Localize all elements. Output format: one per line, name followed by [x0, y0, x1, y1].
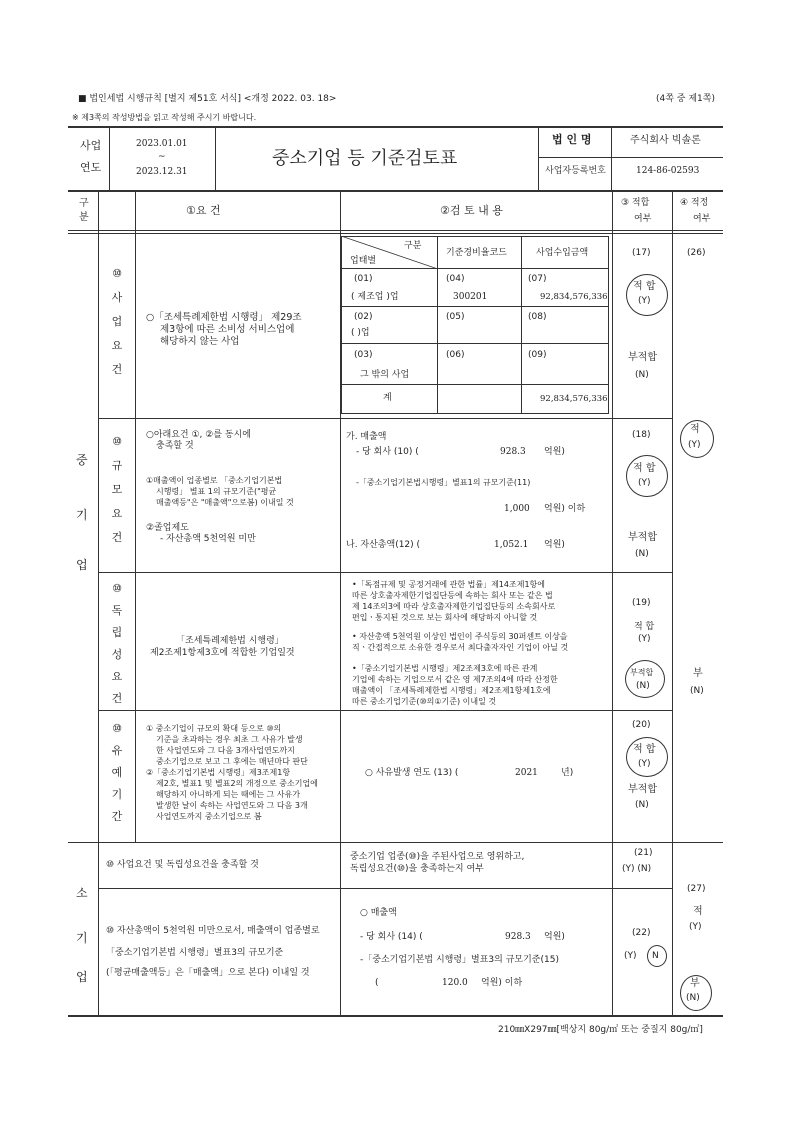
- cell-04-value: 300201: [453, 292, 488, 302]
- small2-fit-y: (Y): [624, 951, 637, 961]
- small2-fit-no: (22): [632, 928, 651, 938]
- row101-fit-y: (Y): [638, 296, 651, 306]
- row102-unfit-n: (N): [635, 549, 649, 559]
- row102-sales-unit: 억원): [544, 447, 565, 457]
- row102-fit-no: (18): [632, 430, 651, 440]
- year-label-1: 사업: [80, 139, 102, 152]
- cell-02-text: ( )업: [351, 328, 370, 338]
- row104-req-1: ① 중소기업이 규모의 확대 등으로 ⑩의: [146, 724, 282, 733]
- row104-req-3: 한 사업연도와 그 다음 3개사업연도까지: [156, 746, 295, 755]
- th-amount: 사업수입금액: [536, 248, 589, 258]
- section-so-2: 기: [76, 931, 88, 945]
- row102-req-b1: ①매출액이 업종별로 「중소기업기본법: [146, 476, 283, 485]
- row102-rev-1: 가. 매출액: [346, 432, 387, 442]
- col-fit4-2: 여부: [693, 214, 711, 224]
- row103-req-1: 「조세특례제한법 시행령」: [176, 636, 284, 646]
- th-biz: 업태별: [350, 256, 377, 266]
- cell-07: (07): [528, 274, 547, 284]
- row103-unfit: 부적합: [630, 668, 654, 677]
- row104-req-8: 발생한 날이 속하는 사업연도와 그 다음 3개: [156, 801, 308, 810]
- small1-fit-yn: (Y) (N): [622, 864, 652, 874]
- cell-08: (08): [528, 312, 547, 322]
- row104-label: ⑩ 유 예 기 간: [111, 722, 123, 823]
- col4-fit-y: (Y): [688, 440, 701, 450]
- col4-fit: 적: [690, 424, 700, 435]
- th-gubun: 구분: [404, 241, 422, 251]
- small2-threshold-unit: 억원) 이하: [481, 978, 523, 988]
- row103-b1-1: •「독점규제 및 공정거래에 관한 법률」제14조제1항에: [352, 580, 545, 589]
- row101-req-1: ○「조세특례제한법 시행령」 제29조: [146, 312, 302, 323]
- cell-05: (05): [446, 312, 465, 322]
- small2-fit-n: N: [652, 951, 659, 961]
- col4-small-fit-y: (Y): [689, 922, 702, 932]
- page-title: 중소기업 등 기준검토표: [272, 148, 458, 169]
- small2-rev-4: (: [375, 978, 379, 988]
- row103-b2-1: • 자산총액 5천억원 이상인 법인이 주식등의 30퍼센트 이상을: [352, 632, 568, 641]
- row104-year-unit: 년): [561, 768, 574, 778]
- row103-b1-2: 따른 상호출자제한기업집단등에 속하는 회사 또는 같은 법: [352, 591, 553, 600]
- row104-fit-no: (20): [632, 720, 651, 730]
- paper-spec: 210㎜X297㎜[백상지 80g/㎡ 또는 중질지 80g/㎡]: [498, 1025, 703, 1035]
- page-info: (4쪽 중 제1쪽): [656, 94, 715, 104]
- start-date: 2023.01.01: [136, 139, 188, 149]
- note: ※ 제3쪽의 작성방법을 읽고 작성해 주시기 바랍니다.: [72, 113, 257, 122]
- row104-req-5: ②「중소기업기본법 시행령」제3조제1항: [146, 768, 291, 777]
- col-req: ①요 건: [186, 204, 221, 217]
- row102-req-a1: ○아래요건 ①, ②를 동시에: [146, 430, 251, 440]
- end-date: 2023.12.31: [136, 167, 188, 177]
- row103-fit-y: (Y): [638, 634, 651, 644]
- row104-year: 2021: [515, 768, 538, 778]
- row103-fit-no: (19): [632, 598, 651, 608]
- corp-name-label: 법 인 명: [552, 133, 592, 146]
- row101-unfit: 부적합: [628, 352, 657, 363]
- row102-req-c1: ②졸업제도: [146, 523, 189, 533]
- col4-small-unfit-n: (N): [686, 993, 700, 1003]
- cell-02: (02): [354, 312, 373, 322]
- small2-threshold: 120.0: [442, 978, 468, 988]
- section-so-1: 소: [76, 886, 88, 900]
- col-gubun-2: 분: [79, 212, 89, 223]
- row102-assets-unit: 억원): [544, 540, 565, 550]
- col4-no-27: (27): [687, 884, 706, 894]
- row101-label: ⑩ 사 업 요 건: [111, 267, 123, 376]
- section-so-3: 업: [76, 970, 88, 984]
- cell-09: (09): [528, 350, 547, 360]
- cell-03-text: 그 밖의 사업: [360, 370, 410, 380]
- row102-rev-5: 나. 자산총액(12) (: [346, 540, 421, 550]
- small1-rev-2: 독립성요건(⑩)을 충족하는지 여부: [350, 864, 484, 874]
- row102-assets: 1,052.1: [494, 540, 529, 550]
- row102-fit-y: (Y): [638, 478, 651, 488]
- row104-req-7: 해당하지 아니하게 되는 때에는 그 사유가: [156, 790, 301, 799]
- row101-fit-no: (17): [632, 248, 651, 258]
- reg-no: 124-86-02593: [636, 166, 700, 176]
- cell-04: (04): [446, 274, 465, 284]
- row104-fit-circle: [626, 737, 668, 777]
- row102-unfit: 부적합: [628, 532, 657, 543]
- row103-unfit-circle: [625, 660, 665, 698]
- form-info: ■ 법인세법 시행규칙 [별지 제51호 서식] <개정 2022. 03. 18>: [78, 94, 337, 104]
- row104-req-6: 제2호, 별표1 및 별표2의 개정으로 중소기업에: [156, 779, 318, 788]
- year-label-2: 연도: [80, 161, 102, 174]
- small2-req-2: 「중소기업기본법 시행령」별표3의 규모기준: [106, 948, 284, 958]
- row103-fit: 적 합: [634, 622, 655, 632]
- row102-fit-circle: [626, 455, 668, 497]
- total-label: 계: [383, 393, 392, 403]
- reg-no-label: 사업자등록번호: [545, 166, 606, 176]
- row102-req-b3: 매출액등"은 "매출액"으로봄) 이내일 것: [156, 498, 294, 507]
- row103-req-2: 제2조제1항제3호에 적합한 기업일것: [150, 648, 295, 658]
- row102-threshold: 1,000: [504, 504, 530, 514]
- row102-label: ⑩ 규 모 요 건: [111, 435, 123, 544]
- cell-01-text: ( 제조업 )업: [351, 292, 399, 302]
- top-rule: [68, 126, 723, 128]
- col-fit3-2: 여부: [634, 214, 652, 224]
- total-value: 92,834,576,336: [540, 394, 608, 404]
- section-jung-2: 기: [76, 508, 88, 522]
- small1-req: ⑩ 사업요건 및 독립성요건을 충족할 것: [106, 860, 259, 870]
- row102-req-b2: 시행령」 별표 1의 규모기준("평균: [156, 487, 277, 496]
- small1-rev-1: 중소기업 업종(⑩)을 주된사업으로 영위하고,: [350, 852, 525, 862]
- row104-req-4: 중소기업으로 보고 그 후에는 매년마다 판단: [156, 757, 308, 766]
- small2-rev-3: -「중소기업기본법 시행령」별표3의 규모기준(15): [360, 955, 559, 965]
- col4-unfit-n: (N): [690, 686, 704, 696]
- corp-name: 주식회사 빅솔론: [630, 135, 701, 146]
- small2-req-3: (「평균매출액등」은「매출액」으로 본다) 이내일 것: [106, 968, 310, 978]
- small2-sales-unit: 억원): [544, 932, 565, 942]
- small2-sales: 928.3: [505, 932, 531, 942]
- col-fit4-1: ④ 적정: [680, 198, 709, 208]
- small2-rev-2: - 당 회사 (14) (: [360, 932, 423, 942]
- row103-b2-2: 직ㆍ간접적으로 소유한 경우로서 최다출자자인 기업이 아닐 것: [352, 643, 569, 652]
- small2-rev-1: ○ 매출액: [360, 908, 397, 918]
- col-gubun-1: 구: [79, 198, 89, 209]
- tilde: ~: [158, 152, 166, 162]
- row101-req-3: 해당하지 않는 사업: [160, 336, 240, 347]
- small2-req-1: ⑩ 자산총액이 5천억원 미만으로서, 매출액이 업종별로: [106, 926, 320, 936]
- small1-fit-no: (21): [634, 848, 653, 858]
- col-fit3-1: ③ 적합: [621, 198, 650, 208]
- row102-req-c2: - 자산총액 5천억원 미만: [160, 534, 256, 544]
- row104-req-2: 기준을 초과하는 경우 최초 그 사유가 발생: [156, 735, 303, 744]
- row102-fit: 적 합: [633, 463, 656, 474]
- row102-threshold-unit: 억원) 이하: [544, 504, 586, 514]
- row101-req-2: 제3항에 따른 소비성 서비스업에: [160, 324, 295, 335]
- row104-req-9: 사업연도까지 중소기업으로 봄: [156, 812, 262, 821]
- row103-b3-4: 따른 중소기업기준(⑩의①기준) 이내일 것: [352, 697, 497, 706]
- row104-fit-y: (Y): [638, 759, 651, 769]
- row101-unfit-n: (N): [635, 370, 649, 380]
- col4-unfit: 부: [693, 668, 703, 679]
- row103-label: ⑩ 독 립 성 요 건: [111, 582, 123, 705]
- row103-b3-3: 매출액이 「조세특례제한법 시행령」제2조제1항제1호에: [352, 686, 551, 695]
- cell-07-value: 92,834,576,336: [540, 292, 608, 302]
- row103-unfit-n: (N): [636, 681, 650, 691]
- row104-unfit: 부적합: [628, 784, 657, 795]
- row101-fit: 적 합: [633, 281, 656, 292]
- cell-06: (06): [446, 350, 465, 360]
- row102-rev-2: - 당 회사 (10) (: [356, 447, 419, 457]
- row104-rev-1: ○ 사유발생 연도 (13) (: [365, 768, 459, 778]
- row104-unfit-n: (N): [635, 800, 649, 810]
- section-jung-1: 중: [76, 453, 88, 467]
- row104-fit: 적 합: [633, 744, 656, 755]
- cell-01: (01): [354, 274, 373, 284]
- row103-b3-1: •「중소기업기본법 시행령」제2조제3호에 따른 관계: [352, 664, 538, 673]
- col4-small-unfit: 부: [690, 978, 700, 989]
- row102-sales: 928.3: [500, 447, 526, 457]
- section-jung-3: 업: [76, 558, 88, 572]
- cell-03: (03): [354, 350, 373, 360]
- th-code: 기준경비율코드: [446, 248, 507, 258]
- row102-rev-3: -「중소기업기본법시행령」별표1의 규모기준(11): [356, 478, 531, 487]
- col-review: ②검 토 내 용: [440, 204, 503, 217]
- row103-b3-2: 기업에 속하는 기업으로서 같은 영 제7조의4에 따라 산정한: [352, 675, 558, 684]
- row102-req-a2: 충족할 것: [156, 441, 194, 451]
- col4-small-fit: 적: [693, 906, 703, 917]
- col4-no-26: (26): [687, 248, 706, 258]
- row103-b1-4: 편입ㆍ통지된 것으로 보는 회사에 해당하지 아니할 것: [352, 613, 538, 622]
- row103-b1-3: 제 14조의3에 따라 상호출자제한기업집단등의 소속회사로: [352, 602, 556, 611]
